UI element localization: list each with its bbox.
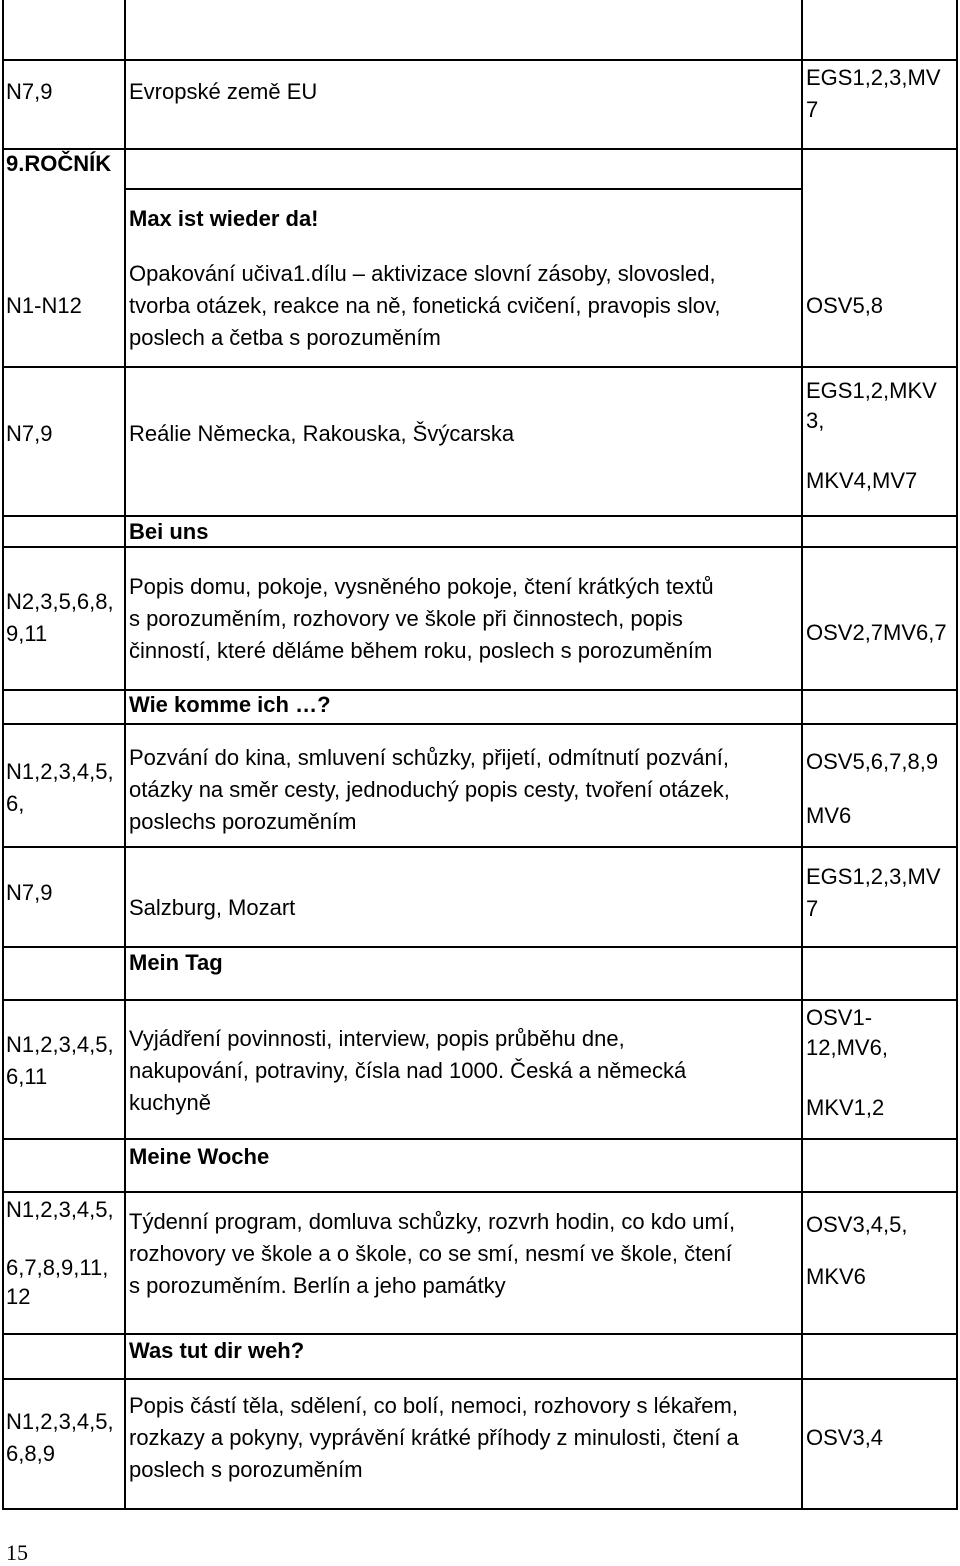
grid-line-row — [2, 723, 958, 725]
row-themes: EGS1,2,3,MV 7 — [806, 65, 941, 122]
grid-line-row — [2, 1378, 958, 1380]
row-code: N1,2,3,4,5, 6, — [6, 759, 114, 816]
row-content: Reálie Německa, Rakouska, Švýcarska — [129, 421, 515, 446]
section-heading: Bei uns — [129, 519, 209, 544]
row-themes: OSV5,8 — [806, 293, 884, 318]
row-code: N2,3,5,6,8, 9,11 — [6, 589, 114, 646]
section-heading: Was tut dir weh? — [129, 1338, 305, 1363]
row-code: N7,9 — [6, 79, 53, 104]
row-code: N1-N12 — [6, 293, 82, 318]
grid-line-row — [124, 188, 803, 190]
row-content: Pozvání do kina, smluvení schůzky, přijetí, odmítnutí pozvání, otázky na směr cesty, jednoduchý popis cesty, tvoření otázek, poslechs porozuměním — [129, 745, 730, 834]
grid-line-bottom — [2, 1508, 958, 1510]
row-content: Vyjádření povinnosti, interview, popis průběhu dne, nakupování, potraviny, čísla nad 1000. Česká a německá kuchyně — [129, 1026, 687, 1115]
grid-line-top — [2, 59, 958, 61]
row-code: N1,2,3,4,5, 6,8,9 — [6, 1409, 114, 1466]
row-content: Týdenní program, domluva schůzky, rozvrh hodin, co kdo umí, rozhovory ve škole a o škole, co se smí, nesmí ve škole, čtení s porozuměním. Berlín a jeho památky — [129, 1209, 736, 1298]
grid-line-row — [2, 1191, 958, 1193]
row-themes: OSV2,7MV6,7 — [806, 620, 947, 645]
row-themes: OSV3,4 — [806, 1425, 884, 1450]
grid-line-row — [2, 366, 958, 368]
row-content: Popis domu, pokoje, vysněného pokoje, čtení krátkých textů s porozuměním, rozhovory ve škole při činnostech, popis činností, které děláme během roku, poslech s porozuměním — [129, 574, 714, 663]
row-code: N7,9 — [6, 421, 53, 446]
grid-line-row — [2, 1138, 958, 1140]
row-themes: OSV5,6,7,8,9 MV6 — [806, 749, 939, 828]
section-heading: Meine Woche — [129, 1144, 270, 1169]
row-themes: OSV3,4,5, MKV6 — [806, 1212, 908, 1289]
row-code: N1,2,3,4,5, 6,11 — [6, 1032, 114, 1089]
grid-line-col2 — [801, 0, 803, 1510]
row-content: Popis částí těla, sdělení, co bolí, nemoci, rozhovory s lékařem, rozkazy a pokyny, vyprávění krátké příhody z minulosti, čtení a poslech s porozuměním — [129, 1393, 739, 1482]
row-themes: OSV1- 12,MV6, MKV1,2 — [806, 1005, 888, 1120]
row-code: N1,2,3,4,5, 6,7,8,9,11, 12 — [6, 1197, 114, 1309]
section-heading: Wie komme ich …? — [129, 692, 331, 717]
row-content: Salzburg, Mozart — [129, 895, 296, 920]
row-content: Evropské země EU — [129, 79, 318, 104]
row-themes: EGS1,2,MKV 3, MKV4,MV7 — [806, 378, 937, 493]
row-code: N7,9 — [6, 880, 53, 905]
row-themes: EGS1,2,3,MV 7 — [806, 864, 941, 921]
section-heading: Max ist wieder da! — [129, 206, 319, 231]
grid-line-col1 — [124, 0, 126, 1510]
grid-line-row — [2, 999, 958, 1001]
grid-line-right — [956, 0, 958, 1510]
page-number: 15 — [6, 1540, 28, 1565]
grade-heading: 9.ROČNÍK — [6, 151, 112, 176]
grid-line-left — [2, 0, 4, 1510]
section-heading: Mein Tag — [129, 950, 223, 975]
row-content: Opakování učiva1.dílu – aktivizace slovní zásoby, slovosled, tvorba otázek, reakce na ně, fonetická cvičení, pravopis slov, poslech a četba s porozuměním — [129, 261, 721, 350]
grid-line-row — [2, 846, 958, 848]
grid-line-row — [2, 148, 958, 150]
